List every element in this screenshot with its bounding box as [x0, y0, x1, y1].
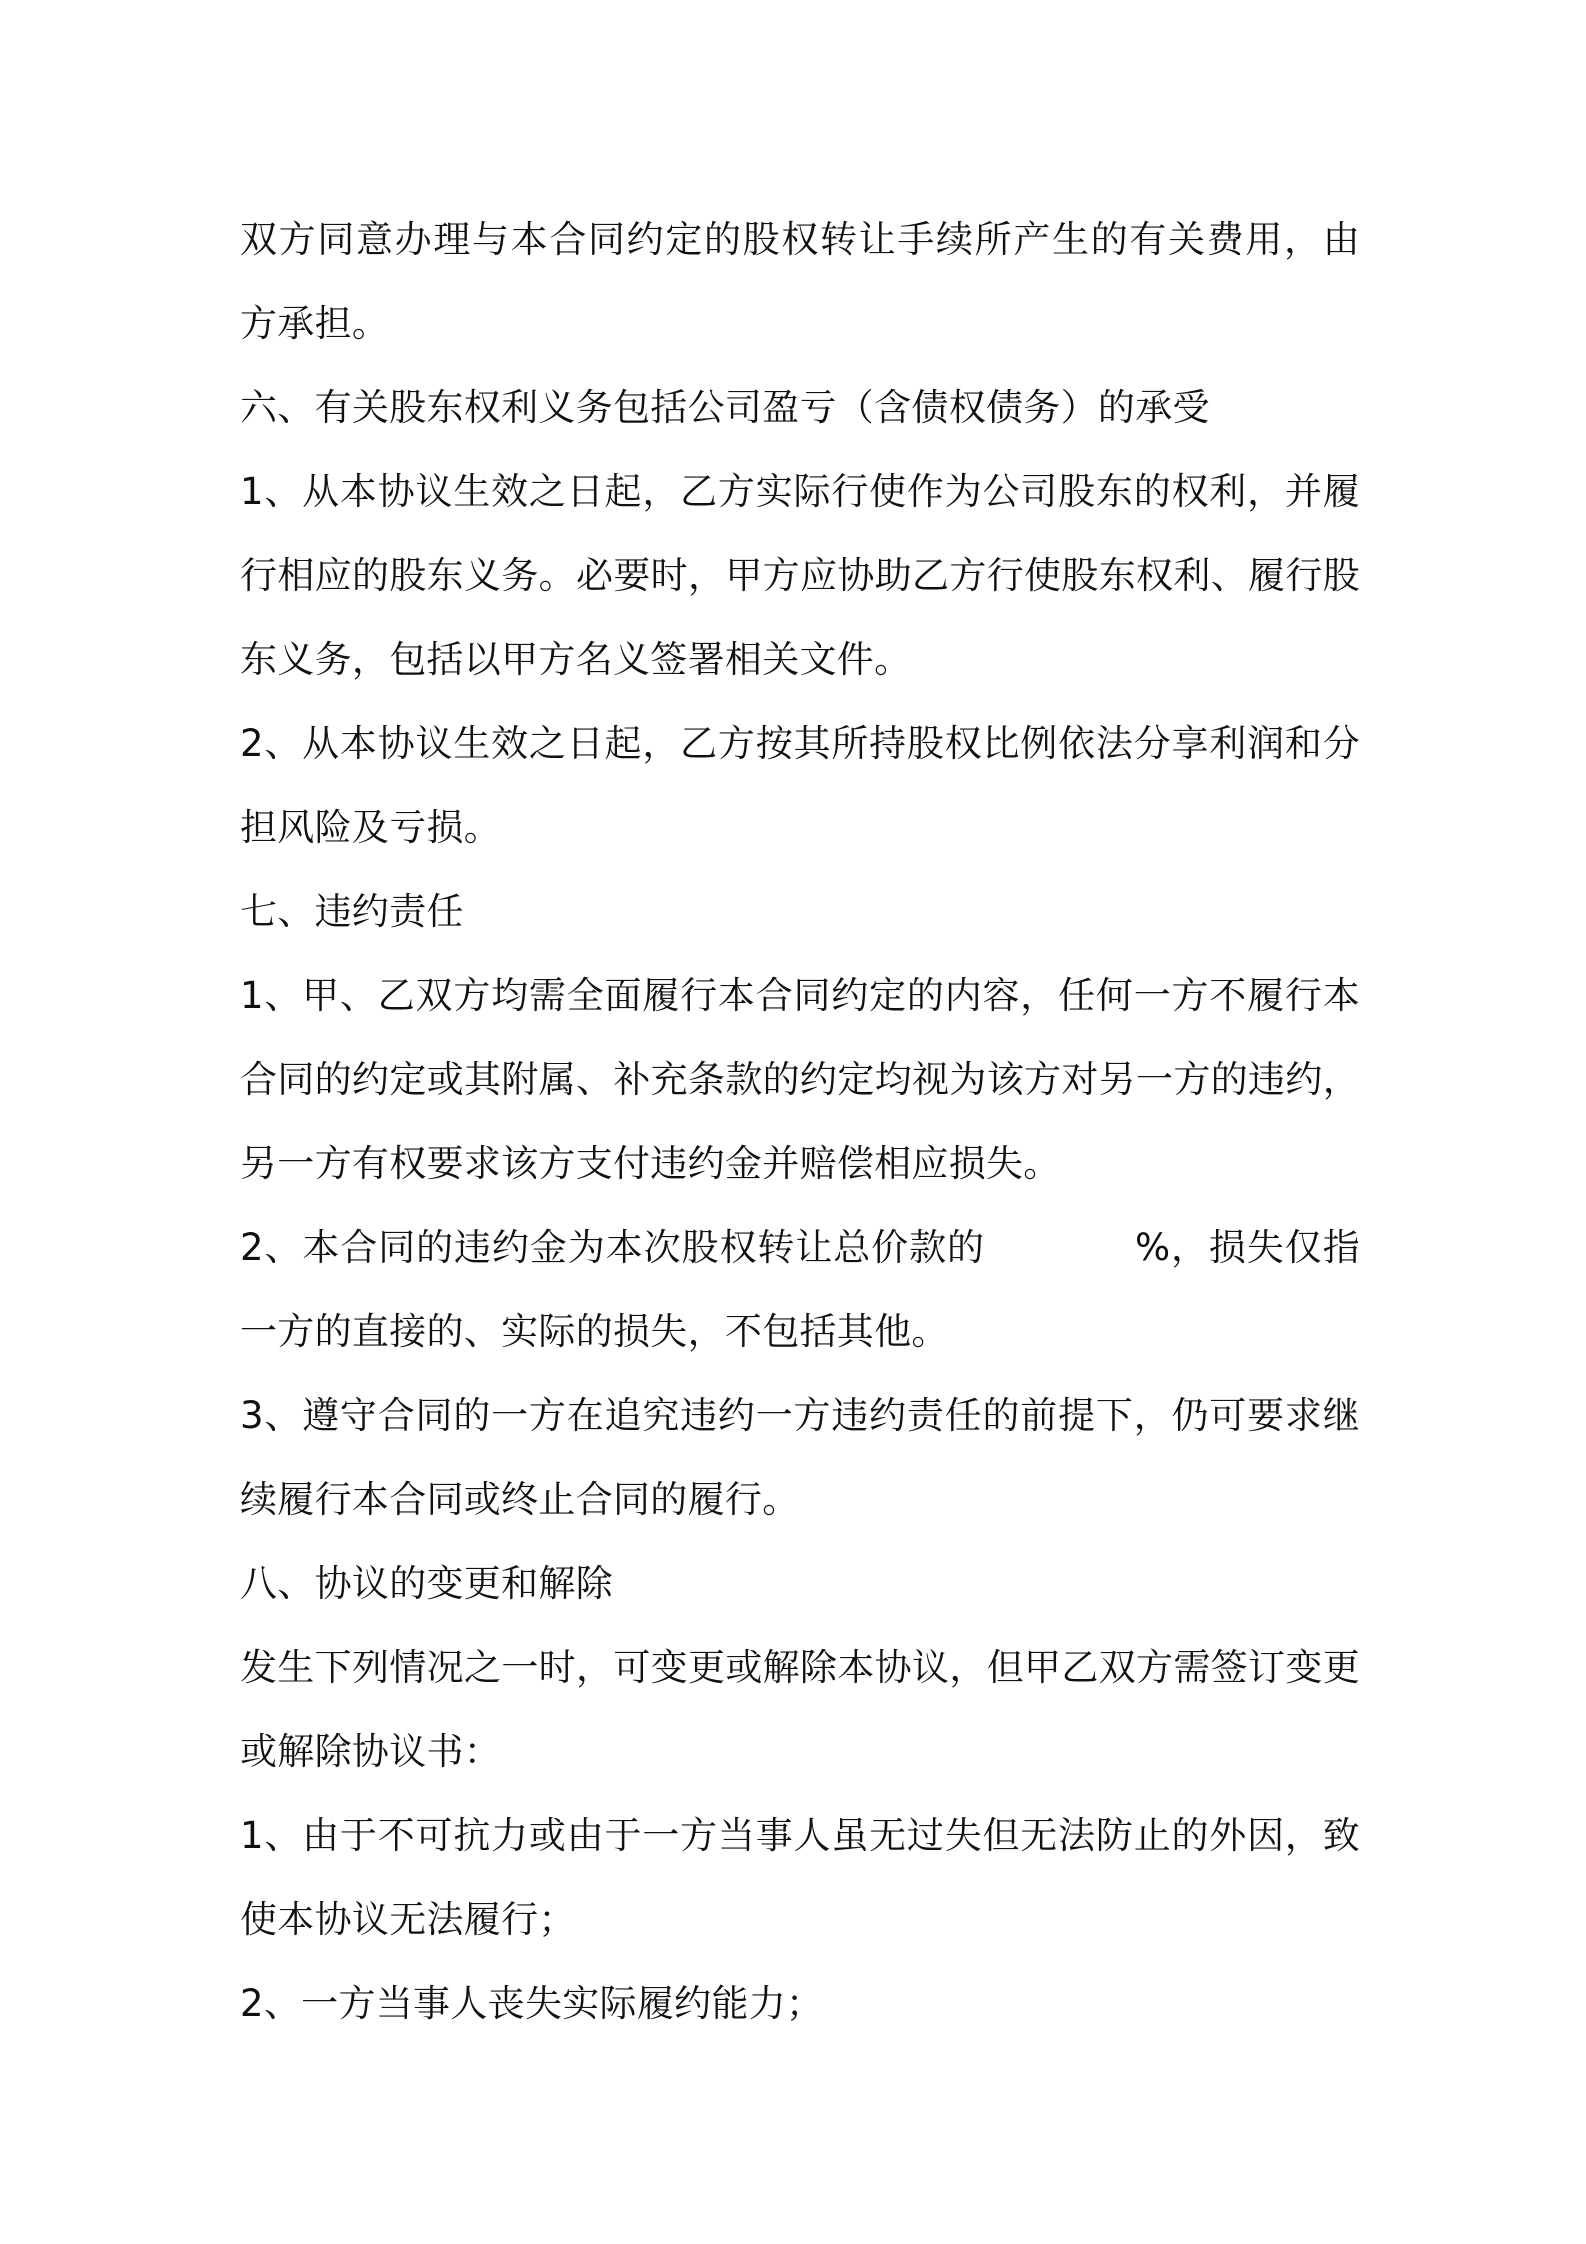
text-line: 续履行本合同或终止合同的履行。 — [240, 1478, 800, 1521]
text-line: 使本协议无法履行； — [240, 1898, 576, 1941]
penalty-clause-before: 2、本合同的违约金为本次股权转让总价款的 — [240, 1226, 985, 1269]
section-heading: 七、违约责任 — [240, 890, 464, 933]
penalty-clause-line — [240, 1206, 1360, 1290]
text-line: 合同的约定或其附属、补充条款的约定均视为该方对另一方的违约， — [240, 1058, 1360, 1101]
text-line: 3、遵守合同的一方在追究违约一方违约责任的前提下，仍可要求继 — [240, 1394, 1360, 1437]
penalty-clause-after: %，损失仅指 — [1134, 1226, 1360, 1269]
text-line: 1、从本协议生效之日起，乙方实际行使作为公司股东的权利，并履 — [240, 470, 1360, 513]
text-line: 担风险及亏损。 — [240, 806, 502, 849]
section-heading: 六、有关股东权利义务包括公司盈亏（含债权债务）的承受 — [240, 386, 1210, 429]
text-line: 或解除协议书： — [240, 1730, 502, 1773]
text-line: 双方同意办理与本合同约定的股权转让手续所产生的有关费用，由 — [240, 218, 1360, 261]
text-line: 东义务，包括以甲方名义签署相关文件。 — [240, 638, 912, 681]
text-line: 1、由于不可抗力或由于一方当事人虽无过失但无法防止的外因，致 — [240, 1814, 1360, 1857]
text-line: 发生下列情况之一时，可变更或解除本协议，但甲乙双方需签订变更 — [240, 1646, 1360, 1689]
text-line: 2、一方当事人丧失实际履约能力； — [240, 1982, 824, 2025]
text-line: 另一方有权要求该方支付违约金并赔偿相应损失。 — [240, 1142, 1061, 1185]
document-body — [240, 198, 1360, 2046]
text-line: 一方的直接的、实际的损失，不包括其他。 — [240, 1310, 949, 1353]
text-line: 行相应的股东义务。必要时，甲方应协助乙方行使股东权利、履行股 — [240, 554, 1360, 597]
text-line: 方承担。 — [240, 302, 390, 345]
section-heading: 八、协议的变更和解除 — [240, 1562, 613, 1605]
text-line: 1、甲、乙双方均需全面履行本合同约定的内容，任何一方不履行本 — [240, 974, 1360, 1017]
text-line: 2、从本协议生效之日起，乙方按其所持股权比例依法分享利润和分 — [240, 722, 1360, 765]
